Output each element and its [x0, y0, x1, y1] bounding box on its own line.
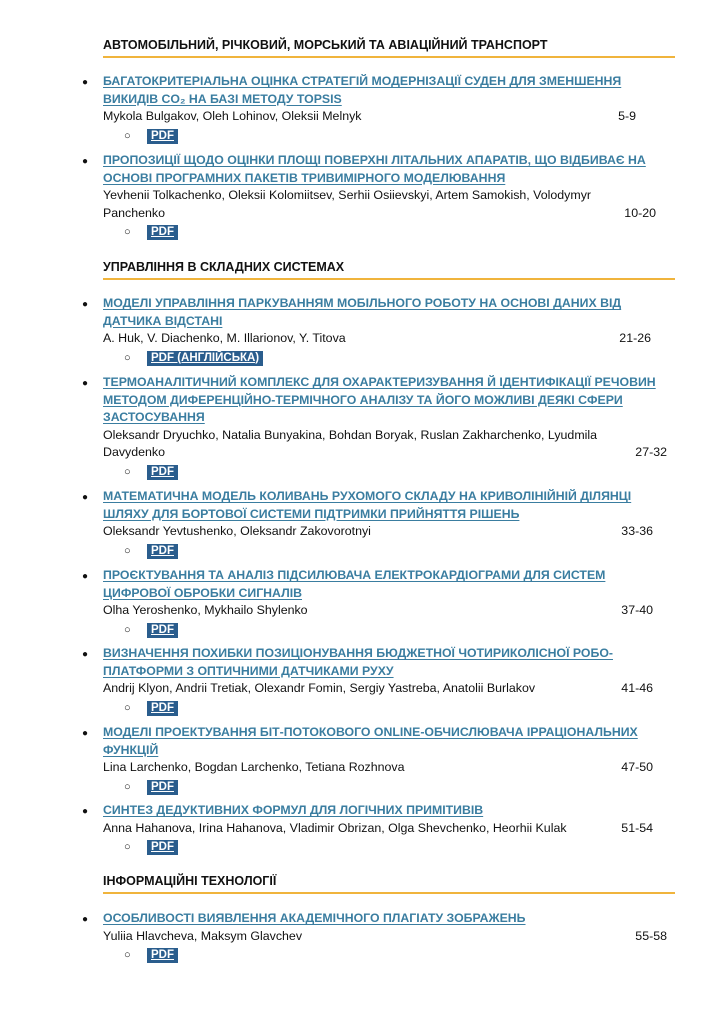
article-title-link[interactable]: ТЕРМОАНАЛІТИЧНИЙ КОМПЛЕКС ДЛЯ ОХАРАКТЕРИЗУВАННЯ Й ІДЕНТИФІКАЦІЇ РЕЧОВИН МЕТОДОМ ДИФЕРЕНЦІЙНО-ТЕРМІЧНОГО АНАЛІЗУ ТА ЙОГО МОЖЛИВІ ДЕЯКІ СФЕРИ ЗАСТОСУВАННЯ: [103, 375, 656, 424]
article-entry: [82, 488, 673, 561]
section-title: АВТОМОБІЛЬНИЙ, РІЧКОВИЙ, МОРСЬКИЙ ТА АВІАЦІЙНИЙ ТРАНСПОРТ: [103, 37, 675, 58]
article-authors: Lina Larchenko, Bogdan Larchenko, Tetiana Rozhnova: [103, 760, 405, 774]
bullet-icon: ●: [82, 378, 89, 389]
pdf-row: [103, 127, 673, 146]
article-authors: Yuliia Hlavcheva, Maksym Glavchev: [103, 928, 303, 943]
pdf-row: [103, 621, 673, 640]
bullet-icon: ●: [82, 914, 89, 925]
article-title-link[interactable]: БАГАТОКРИТЕРІАЛЬНА ОЦІНКА СТРАТЕГІЙ МОДЕРНІЗАЦІЇ СУДЕН ДЛЯ ЗМЕНШЕННЯ ВИКИДІВ CO₂ НА БАЗІ МЕТОДУ TOPSIS: [103, 74, 622, 106]
article-pages: 41-46: [621, 681, 653, 695]
circle-bullet-icon: ○: [124, 841, 131, 853]
section-heading: [103, 259, 675, 280]
article-title-link[interactable]: МОДЕЛІ УПРАВЛІННЯ ПАРКУВАННЯМ МОБІЛЬНОГО РОБОТУ НА ОСНОВІ ДАНИХ ВІД ДАТЧИКА ВІДСТАНІ: [103, 296, 622, 328]
circle-bullet-icon: ○: [124, 226, 131, 238]
pdf-row: [103, 223, 673, 242]
pdf-row: [103, 542, 673, 561]
article-authors: Mykola Bulgakov, Oleh Lohinov, Oleksii Melnyk: [103, 109, 362, 123]
article-authors: Yevhenii Tolkachenko, Oleksii Kolomiitsev, Serhii Osiievskyi, Artem Samokish, Volodymyr: [103, 188, 592, 202]
article-meta: [103, 602, 673, 620]
article-pages: 27-32: [635, 445, 667, 459]
article-title-link[interactable]: СИНТЕЗ ДЕДУКТИВНИХ ФОРМУЛ ДЛЯ ЛОГІЧНИХ ПРИМІТИВІВ: [103, 803, 484, 817]
pdf-row: [103, 778, 673, 797]
circle-bullet-icon: ○: [124, 544, 131, 557]
article-title-link[interactable]: МАТЕМАТИЧНА МОДЕЛЬ КОЛИВАНЬ РУХОМОГО СКЛАДУ НА КРИВОЛІНІЙНІЙ ДІЛЯНЦІ ШЛЯХУ ДЛЯ БОРТОВОЇ СИСТЕМИ ПІДТРИМКИ ПРИЙНЯТТЯ РІШЕНЬ: [103, 489, 632, 521]
bullet-icon: ●: [82, 571, 89, 582]
pdf-row: [103, 838, 673, 857]
bullet-icon: ●: [82, 649, 89, 660]
pdf-row: [103, 463, 673, 482]
article-meta: [103, 108, 673, 126]
bullet-icon: ●: [82, 806, 89, 817]
article-authors: Olha Yeroshenko, Mykhailo Shylenko: [103, 603, 308, 617]
article-title-link[interactable]: ПРОПОЗИЦІЇ ЩОДО ОЦІНКИ ПЛОЩІ ПОВЕРХНІ ЛІТАЛЬНИХ АПАРАТІВ, ЩО ВІДБИВАЄ НА ОСНОВІ ПРОГРАМНИХ ПАКЕТІВ ТРИВИМІРНОГО МОДЕЛЮВАННЯ: [103, 153, 646, 185]
article-entry: [82, 73, 673, 146]
circle-bullet-icon: ○: [124, 351, 131, 364]
pdf-row: [103, 946, 673, 965]
article-authors: Andrij Klyon, Andrii Tretiak, Olexandr Fomin, Sergiy Yastreba, Anatolii Burlakov: [103, 681, 536, 695]
article-entry: [82, 567, 673, 640]
pdf-link[interactable]: PDF: [147, 780, 178, 795]
article-meta: [103, 680, 673, 698]
article-entry: [82, 295, 673, 368]
bullet-icon: ●: [82, 156, 89, 167]
pdf-link[interactable]: PDF: [147, 129, 178, 144]
article-pages: 21-26: [619, 331, 651, 345]
article-entry: [82, 802, 673, 857]
article-entry: [82, 910, 673, 965]
article-authors: A. Huk, V. Diachenko, M. Illarionov, Y. Titova: [103, 331, 346, 345]
pdf-link[interactable]: PDF: [147, 948, 178, 963]
article-authors-cont: Davydenko: [103, 445, 165, 459]
article-pages: 37-40: [621, 603, 653, 617]
circle-bullet-icon: ○: [124, 465, 131, 478]
pdf-row: [103, 349, 673, 368]
pdf-link[interactable]: PDF: [147, 701, 178, 716]
article-entry: [82, 645, 673, 718]
pdf-link[interactable]: PDF (АНГЛІЙСЬКА): [147, 351, 263, 366]
bullet-icon: ●: [82, 77, 89, 88]
pdf-link[interactable]: PDF: [147, 465, 178, 480]
article-title-link[interactable]: ВИЗНАЧЕННЯ ПОХИБКИ ПОЗИЦІОНУВАННЯ БЮДЖЕТНОЇ ЧОТИРИКОЛІСНОЇ РОБО- ПЛАТФОРМИ З ОПТИЧНИМИ ДАТЧИКАМИ РУХУ: [103, 646, 613, 678]
circle-bullet-icon: ○: [124, 623, 131, 636]
bullet-icon: ●: [82, 299, 89, 310]
circle-bullet-icon: ○: [124, 949, 131, 961]
article-meta: [103, 187, 673, 222]
article-pages: 47-50: [621, 760, 653, 774]
circle-bullet-icon: ○: [124, 129, 131, 142]
bullet-icon: ●: [82, 492, 89, 503]
article-title-link[interactable]: ПРОЄКТУВАННЯ ТА АНАЛІЗ ПІДСИЛЮВАЧА ЕЛЕКТРОКАРДІОГРАМИ ДЛЯ СИСТЕМ ЦИФРОВОЇ ОБРОБКИ СИГНАЛІВ: [103, 568, 606, 600]
article-pages: 10-20: [624, 205, 656, 220]
section-heading: [103, 37, 675, 58]
pdf-row: [103, 699, 673, 718]
article-title-link[interactable]: ОСОБЛИВОСТІ ВИЯВЛЕННЯ АКАДЕМІЧНОГО ПЛАГІАТУ ЗОБРАЖЕНЬ: [103, 911, 526, 925]
article-pages: 55-58: [635, 928, 667, 943]
article-meta: [103, 523, 673, 541]
pdf-link[interactable]: PDF: [147, 840, 178, 855]
article-entry: [82, 724, 673, 797]
article-authors: Oleksandr Yevtushenko, Oleksandr Zakovorotnyi: [103, 524, 371, 538]
article-meta: [103, 427, 673, 462]
article-authors: Anna Hahanova, Irina Hahanova, Vladimir Obrizan, Olga Shevchenko, Heorhii Kulak: [103, 820, 567, 835]
article-meta: [103, 759, 673, 777]
article-entry: [82, 374, 673, 482]
article-authors: Oleksandr Dryuchko, Natalia Bunyakina, Bohdan Boryak, Ruslan Zakharchenko, Lyudmila: [103, 427, 598, 442]
section-title: УПРАВЛІННЯ В СКЛАДНИХ СИСТЕМАХ: [103, 259, 675, 280]
article-title-link[interactable]: МОДЕЛІ ПРОЕКТУВАННЯ БІТ-ПОТОКОВОГО ONLINE-ОБЧИСЛЮВАЧА ІРРАЦІОНАЛЬНИХ ФУНКЦІЙ: [103, 725, 638, 757]
circle-bullet-icon: ○: [124, 701, 131, 714]
article-meta: [103, 820, 673, 838]
pdf-link[interactable]: PDF: [147, 544, 178, 559]
article-entry: [82, 152, 673, 242]
pdf-link[interactable]: PDF: [147, 225, 178, 240]
article-authors-cont: Panchenko: [103, 205, 166, 220]
article-meta: [103, 330, 673, 348]
bullet-icon: ●: [82, 728, 89, 739]
section-heading: [103, 873, 675, 894]
article-pages: 5-9: [618, 109, 636, 123]
section-title: ІНФОРМАЦІЙНІ ТЕХНОЛОГІЇ: [103, 873, 675, 894]
article-meta: [103, 928, 673, 946]
article-pages: 51-54: [621, 820, 653, 835]
circle-bullet-icon: ○: [124, 780, 131, 793]
article-pages: 33-36: [621, 524, 653, 538]
pdf-link[interactable]: PDF: [147, 623, 178, 638]
